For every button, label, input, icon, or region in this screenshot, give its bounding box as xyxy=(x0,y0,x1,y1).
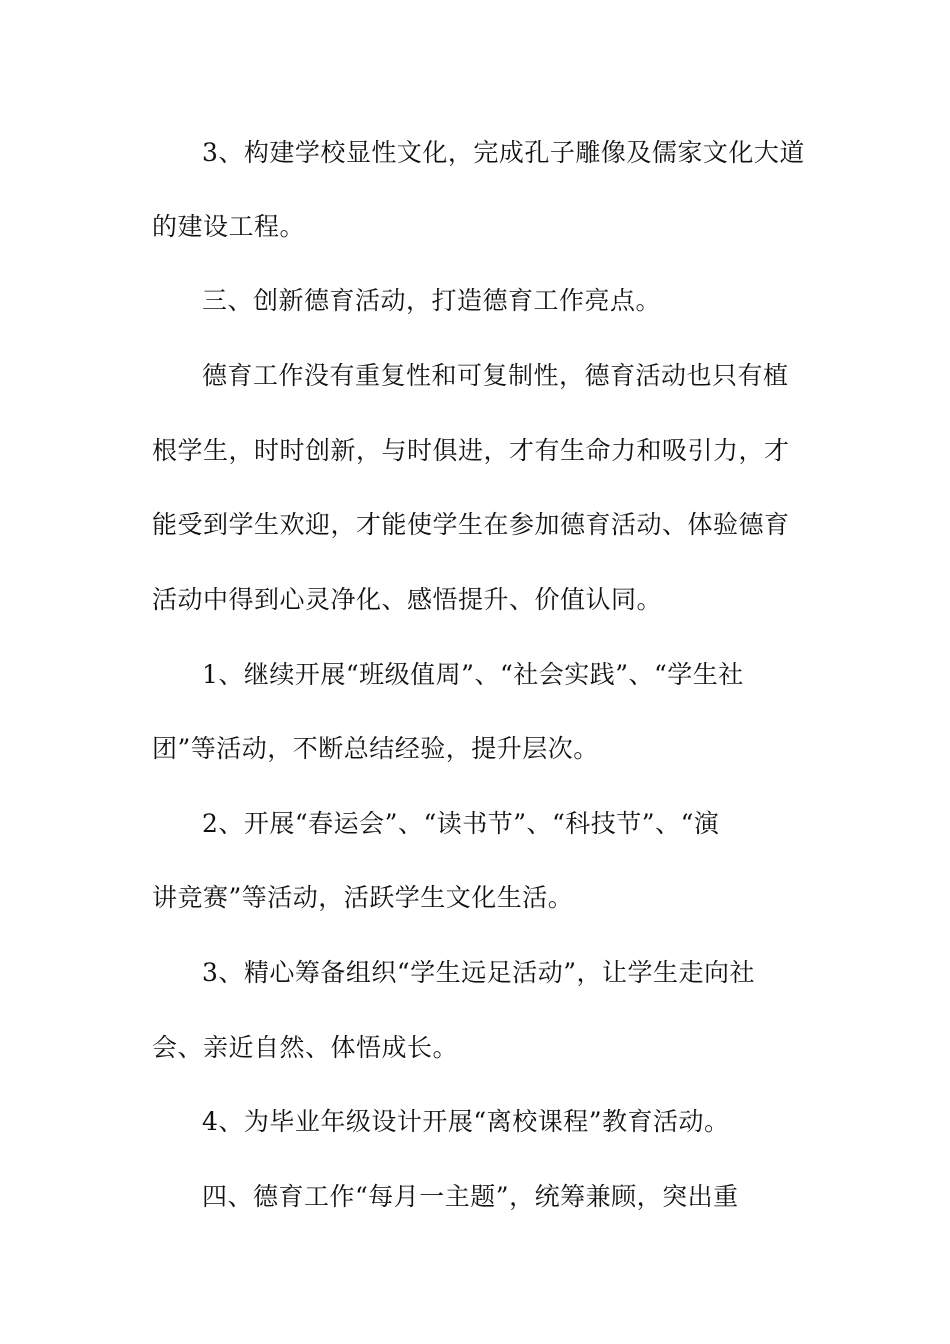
text-line: 2、开展“春运会”、“读书节”、“科技节”、“演 xyxy=(202,809,720,838)
text-line: 团”等活动，不断总结经验，提升层次。 xyxy=(152,734,599,763)
text-line: 活动中得到心灵净化、感悟提升、价值认同。 xyxy=(152,585,663,614)
text-line: 根学生，时时创新，与时俱进，才有生命力和吸引力，才 xyxy=(152,436,790,465)
section-heading: 四、德育工作“每月一主题”，统筹兼顾，突出重 xyxy=(202,1182,739,1211)
section-heading: 三、创新德育活动，打造德育工作亮点。 xyxy=(202,286,662,315)
text-line: 会、亲近自然、体悟成长。 xyxy=(152,1033,459,1062)
text-line: 4、为毕业年级设计开展“离校课程”教育活动。 xyxy=(202,1107,730,1136)
text-line: 德育工作没有重复性和可复制性，德育活动也只有植 xyxy=(202,361,789,390)
text-line: 3、精心筹备组织“学生远足活动”，让学生走向社 xyxy=(202,958,755,987)
text-line: 1、继续开展“班级值周”、“社会实践”、“学生社 xyxy=(202,660,744,689)
text-line: 的建设工程。 xyxy=(152,212,306,241)
text-line: 能受到学生欢迎，才能使学生在参加德育活动、体验德育 xyxy=(152,510,790,539)
text-line: 讲竞赛”等活动，活跃学生文化生活。 xyxy=(152,883,574,912)
text-line: 3、构建学校显性文化，完成孔子雕像及儒家文化大道 xyxy=(202,138,805,167)
